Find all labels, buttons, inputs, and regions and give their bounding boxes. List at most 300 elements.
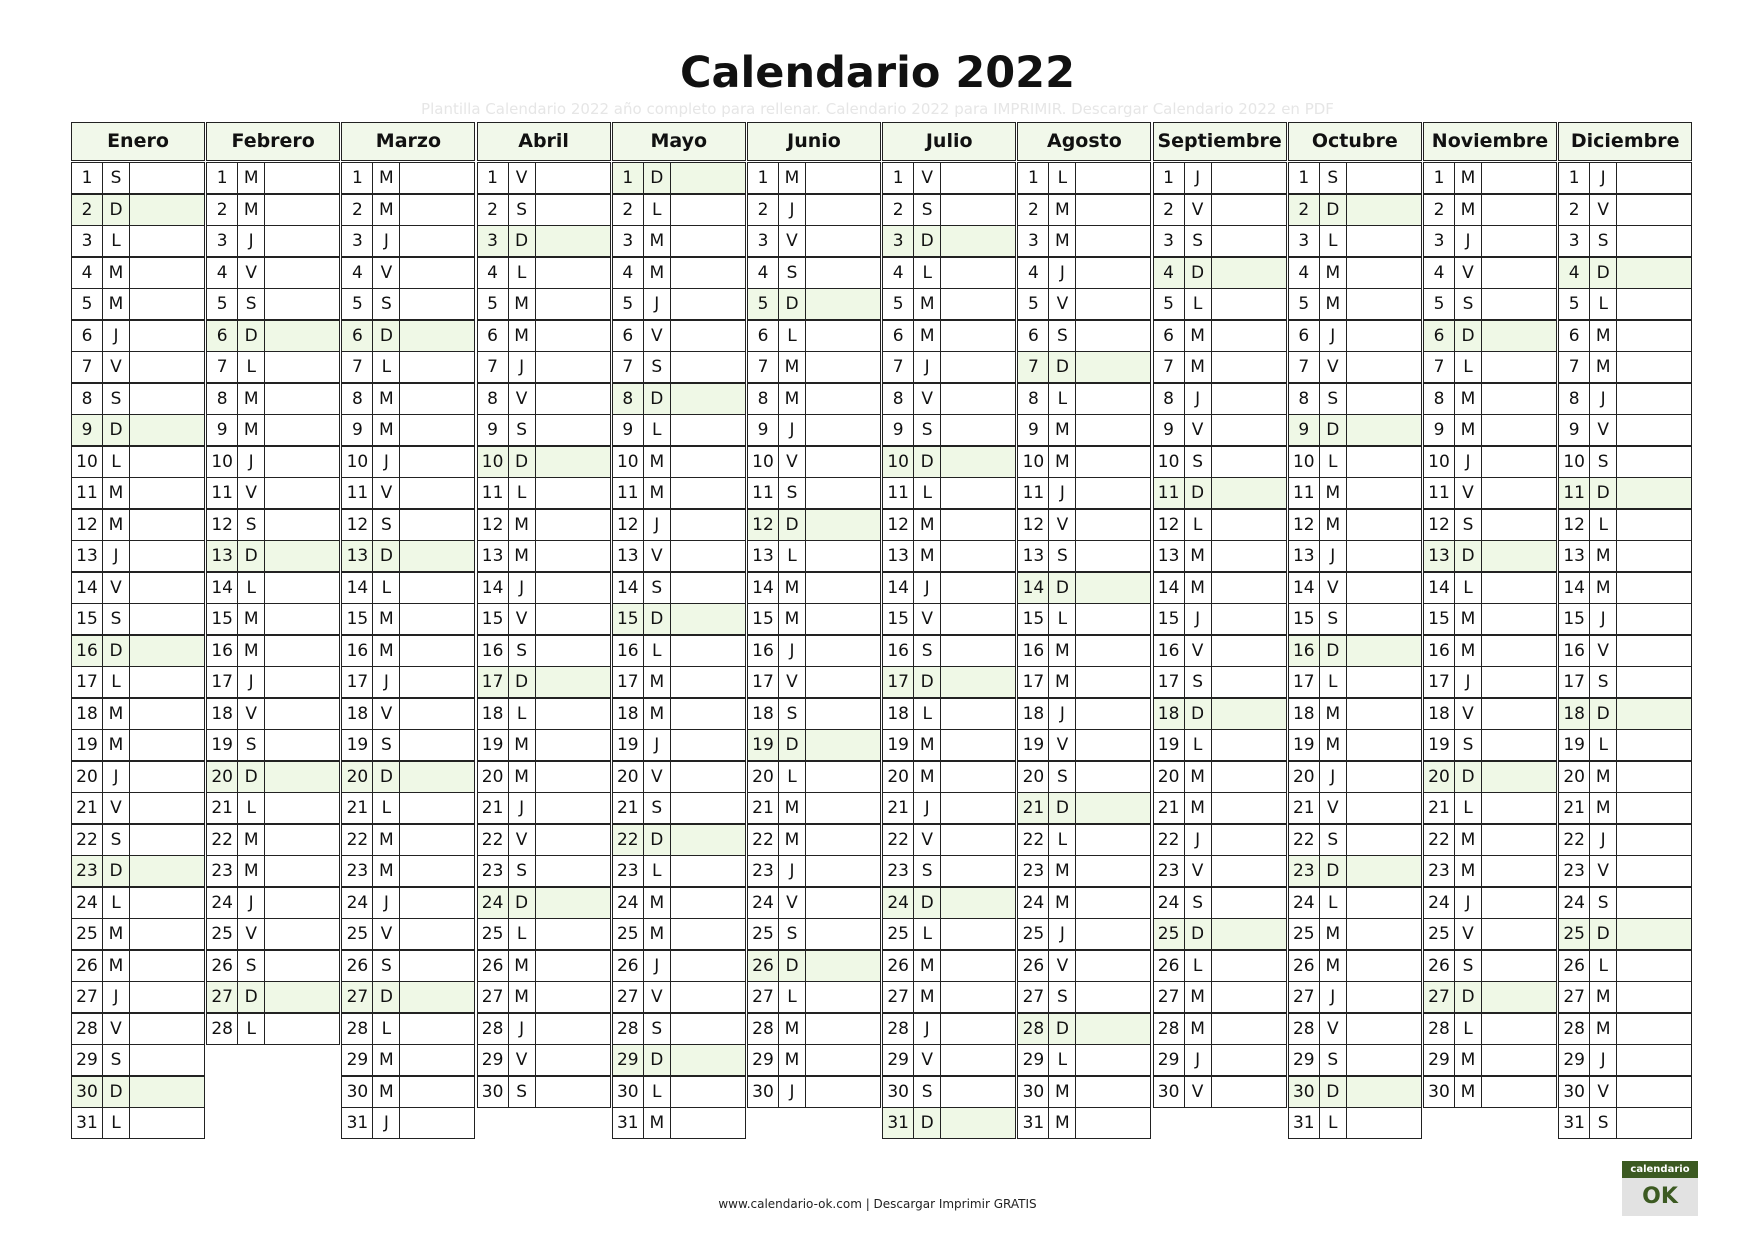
day-cell[interactable]	[1153, 918, 1287, 950]
day-cell[interactable]	[747, 257, 881, 289]
day-cell[interactable]	[747, 351, 881, 383]
day-cell[interactable]	[206, 383, 340, 415]
day-cell[interactable]	[1558, 950, 1692, 982]
day-cell[interactable]	[747, 603, 881, 635]
day-cell[interactable]	[1423, 162, 1557, 194]
day-cell[interactable]	[1153, 225, 1287, 257]
day-cell[interactable]	[477, 698, 611, 730]
day-cell[interactable]	[1423, 540, 1557, 572]
day-cell[interactable]	[206, 729, 340, 761]
day-cell[interactable]	[1153, 194, 1287, 226]
day-cell[interactable]	[477, 1013, 611, 1045]
day-cell[interactable]	[882, 824, 1016, 856]
day-cell[interactable]	[1423, 1076, 1557, 1108]
day-cell[interactable]	[341, 540, 475, 572]
day-cell[interactable]	[882, 698, 1016, 730]
day-cell[interactable]	[1558, 509, 1692, 541]
day-cell[interactable]	[612, 1076, 746, 1108]
day-cell[interactable]	[1558, 383, 1692, 415]
day-cell[interactable]	[882, 887, 1016, 919]
day-cell[interactable]	[747, 509, 881, 541]
day-cell[interactable]	[882, 855, 1016, 887]
day-cell[interactable]	[1423, 855, 1557, 887]
day-cell[interactable]	[206, 288, 340, 320]
day-cell[interactable]	[882, 635, 1016, 667]
day-cell[interactable]	[1558, 288, 1692, 320]
day-cell[interactable]	[612, 698, 746, 730]
day-cell[interactable]	[206, 414, 340, 446]
day-cell[interactable]	[1153, 1044, 1287, 1076]
day-cell[interactable]	[477, 887, 611, 919]
day-cell[interactable]	[747, 477, 881, 509]
day-cell[interactable]	[1423, 950, 1557, 982]
day-cell[interactable]	[1558, 162, 1692, 194]
day-cell[interactable]	[747, 1013, 881, 1045]
day-cell[interactable]	[612, 162, 746, 194]
day-cell[interactable]	[1423, 603, 1557, 635]
day-cell[interactable]	[71, 194, 205, 226]
day-cell[interactable]	[477, 666, 611, 698]
day-cell[interactable]	[341, 288, 475, 320]
day-cell[interactable]	[1017, 887, 1151, 919]
day-cell[interactable]	[882, 792, 1016, 824]
day-cell[interactable]	[1423, 477, 1557, 509]
day-cell[interactable]	[1423, 729, 1557, 761]
day-cell[interactable]	[71, 1044, 205, 1076]
day-cell[interactable]	[612, 824, 746, 856]
day-cell[interactable]	[1423, 698, 1557, 730]
day-cell[interactable]	[1153, 950, 1287, 982]
day-cell[interactable]	[1423, 225, 1557, 257]
day-cell[interactable]	[1017, 918, 1151, 950]
day-cell[interactable]	[1558, 824, 1692, 856]
day-cell[interactable]	[206, 540, 340, 572]
day-cell[interactable]	[71, 1076, 205, 1108]
day-cell[interactable]	[1288, 320, 1422, 352]
day-cell[interactable]	[1153, 603, 1287, 635]
day-cell[interactable]	[1558, 572, 1692, 604]
day-cell[interactable]	[747, 540, 881, 572]
day-cell[interactable]	[1288, 887, 1422, 919]
day-cell[interactable]	[1423, 194, 1557, 226]
day-cell[interactable]	[747, 1044, 881, 1076]
day-cell[interactable]	[1558, 792, 1692, 824]
day-cell[interactable]	[1153, 257, 1287, 289]
day-cell[interactable]	[477, 792, 611, 824]
day-cell[interactable]	[1288, 761, 1422, 793]
day-cell[interactable]	[71, 981, 205, 1013]
day-cell[interactable]	[71, 572, 205, 604]
day-cell[interactable]	[1288, 288, 1422, 320]
day-cell[interactable]	[1558, 729, 1692, 761]
day-cell[interactable]	[1017, 698, 1151, 730]
day-cell[interactable]	[341, 887, 475, 919]
day-cell[interactable]	[1423, 635, 1557, 667]
day-cell[interactable]	[206, 981, 340, 1013]
day-cell[interactable]	[1017, 414, 1151, 446]
day-cell[interactable]	[341, 824, 475, 856]
day-cell[interactable]	[747, 446, 881, 478]
day-cell[interactable]	[477, 351, 611, 383]
day-cell[interactable]	[1288, 477, 1422, 509]
day-cell[interactable]	[612, 1044, 746, 1076]
day-cell[interactable]	[1558, 666, 1692, 698]
day-cell[interactable]	[477, 635, 611, 667]
day-cell[interactable]	[612, 666, 746, 698]
day-cell[interactable]	[1288, 729, 1422, 761]
day-cell[interactable]	[206, 824, 340, 856]
day-cell[interactable]	[612, 729, 746, 761]
day-cell[interactable]	[1153, 666, 1287, 698]
day-cell[interactable]	[477, 572, 611, 604]
day-cell[interactable]	[747, 194, 881, 226]
day-cell[interactable]	[747, 950, 881, 982]
day-cell[interactable]	[1423, 383, 1557, 415]
day-cell[interactable]	[1017, 351, 1151, 383]
day-cell[interactable]	[71, 414, 205, 446]
day-cell[interactable]	[612, 383, 746, 415]
day-cell[interactable]	[612, 1013, 746, 1045]
day-cell[interactable]	[1017, 1013, 1151, 1045]
day-cell[interactable]	[612, 194, 746, 226]
day-cell[interactable]	[612, 257, 746, 289]
day-cell[interactable]	[1153, 572, 1287, 604]
day-cell[interactable]	[71, 257, 205, 289]
day-cell[interactable]	[71, 320, 205, 352]
day-cell[interactable]	[71, 950, 205, 982]
day-cell[interactable]	[1153, 635, 1287, 667]
day-cell[interactable]	[612, 572, 746, 604]
day-cell[interactable]	[1423, 414, 1557, 446]
day-cell[interactable]	[477, 162, 611, 194]
day-cell[interactable]	[1558, 257, 1692, 289]
day-cell[interactable]	[1017, 446, 1151, 478]
day-cell[interactable]	[1153, 477, 1287, 509]
day-cell[interactable]	[477, 194, 611, 226]
day-cell[interactable]	[206, 666, 340, 698]
day-cell[interactable]	[612, 540, 746, 572]
day-cell[interactable]	[206, 572, 340, 604]
day-cell[interactable]	[477, 950, 611, 982]
day-cell[interactable]	[1153, 761, 1287, 793]
day-cell[interactable]	[1558, 1044, 1692, 1076]
day-cell[interactable]	[477, 540, 611, 572]
day-cell[interactable]	[747, 288, 881, 320]
day-cell[interactable]	[341, 603, 475, 635]
day-cell[interactable]	[206, 635, 340, 667]
day-cell[interactable]	[477, 288, 611, 320]
day-cell[interactable]	[71, 635, 205, 667]
day-cell[interactable]	[612, 1107, 746, 1139]
day-cell[interactable]	[1558, 414, 1692, 446]
day-cell[interactable]	[1423, 320, 1557, 352]
day-cell[interactable]	[1153, 1013, 1287, 1045]
day-cell[interactable]	[1423, 792, 1557, 824]
day-cell[interactable]	[206, 1013, 340, 1045]
day-cell[interactable]	[71, 383, 205, 415]
day-cell[interactable]	[1288, 414, 1422, 446]
day-cell[interactable]	[747, 666, 881, 698]
day-cell[interactable]	[341, 729, 475, 761]
day-cell[interactable]	[71, 698, 205, 730]
day-cell[interactable]	[1423, 981, 1557, 1013]
day-cell[interactable]	[612, 446, 746, 478]
day-cell[interactable]	[1423, 666, 1557, 698]
day-cell[interactable]	[477, 761, 611, 793]
day-cell[interactable]	[1153, 162, 1287, 194]
day-cell[interactable]	[1288, 194, 1422, 226]
day-cell[interactable]	[71, 729, 205, 761]
day-cell[interactable]	[882, 729, 1016, 761]
day-cell[interactable]	[477, 477, 611, 509]
day-cell[interactable]	[1017, 1044, 1151, 1076]
day-cell[interactable]	[1558, 225, 1692, 257]
day-cell[interactable]	[341, 446, 475, 478]
day-cell[interactable]	[1558, 761, 1692, 793]
day-cell[interactable]	[612, 509, 746, 541]
day-cell[interactable]	[206, 698, 340, 730]
day-cell[interactable]	[1017, 1107, 1151, 1139]
day-cell[interactable]	[612, 918, 746, 950]
day-cell[interactable]	[1017, 225, 1151, 257]
day-cell[interactable]	[1558, 603, 1692, 635]
day-cell[interactable]	[1288, 981, 1422, 1013]
day-cell[interactable]	[882, 257, 1016, 289]
day-cell[interactable]	[1288, 635, 1422, 667]
day-cell[interactable]	[1153, 383, 1287, 415]
day-cell[interactable]	[747, 383, 881, 415]
day-cell[interactable]	[612, 761, 746, 793]
day-cell[interactable]	[1017, 540, 1151, 572]
day-cell[interactable]	[1288, 1013, 1422, 1045]
day-cell[interactable]	[477, 1076, 611, 1108]
day-cell[interactable]	[71, 288, 205, 320]
day-cell[interactable]	[1017, 383, 1151, 415]
day-cell[interactable]	[747, 698, 881, 730]
day-cell[interactable]	[1288, 162, 1422, 194]
day-cell[interactable]	[882, 414, 1016, 446]
day-cell[interactable]	[1017, 194, 1151, 226]
day-cell[interactable]	[612, 950, 746, 982]
day-cell[interactable]	[71, 792, 205, 824]
day-cell[interactable]	[341, 477, 475, 509]
day-cell[interactable]	[1017, 666, 1151, 698]
day-cell[interactable]	[206, 509, 340, 541]
day-cell[interactable]	[747, 824, 881, 856]
day-cell[interactable]	[1288, 824, 1422, 856]
day-cell[interactable]	[1153, 824, 1287, 856]
day-cell[interactable]	[747, 225, 881, 257]
day-cell[interactable]	[206, 950, 340, 982]
day-cell[interactable]	[1153, 887, 1287, 919]
day-cell[interactable]	[882, 1044, 1016, 1076]
day-cell[interactable]	[477, 414, 611, 446]
day-cell[interactable]	[477, 729, 611, 761]
day-cell[interactable]	[1017, 509, 1151, 541]
day-cell[interactable]	[341, 320, 475, 352]
day-cell[interactable]	[1288, 1107, 1422, 1139]
day-cell[interactable]	[206, 887, 340, 919]
day-cell[interactable]	[1153, 320, 1287, 352]
day-cell[interactable]	[747, 1076, 881, 1108]
day-cell[interactable]	[477, 225, 611, 257]
day-cell[interactable]	[1017, 477, 1151, 509]
day-cell[interactable]	[1017, 288, 1151, 320]
day-cell[interactable]	[882, 288, 1016, 320]
day-cell[interactable]	[1288, 1044, 1422, 1076]
day-cell[interactable]	[1558, 1013, 1692, 1045]
day-cell[interactable]	[1288, 603, 1422, 635]
day-cell[interactable]	[1558, 635, 1692, 667]
day-cell[interactable]	[71, 761, 205, 793]
day-cell[interactable]	[477, 446, 611, 478]
day-cell[interactable]	[882, 572, 1016, 604]
day-cell[interactable]	[1288, 666, 1422, 698]
day-cell[interactable]	[206, 918, 340, 950]
day-cell[interactable]	[1153, 288, 1287, 320]
day-cell[interactable]	[882, 1013, 1016, 1045]
day-cell[interactable]	[1153, 509, 1287, 541]
day-cell[interactable]	[341, 1076, 475, 1108]
day-cell[interactable]	[1558, 194, 1692, 226]
day-cell[interactable]	[341, 257, 475, 289]
day-cell[interactable]	[612, 477, 746, 509]
day-cell[interactable]	[882, 383, 1016, 415]
day-cell[interactable]	[1288, 918, 1422, 950]
day-cell[interactable]	[1153, 981, 1287, 1013]
day-cell[interactable]	[1017, 257, 1151, 289]
day-cell[interactable]	[71, 603, 205, 635]
day-cell[interactable]	[341, 509, 475, 541]
day-cell[interactable]	[612, 635, 746, 667]
day-cell[interactable]	[1017, 729, 1151, 761]
day-cell[interactable]	[882, 477, 1016, 509]
day-cell[interactable]	[341, 855, 475, 887]
day-cell[interactable]	[882, 162, 1016, 194]
day-cell[interactable]	[1288, 225, 1422, 257]
day-cell[interactable]	[1153, 446, 1287, 478]
day-cell[interactable]	[612, 792, 746, 824]
day-cell[interactable]	[1288, 855, 1422, 887]
day-cell[interactable]	[1558, 698, 1692, 730]
day-cell[interactable]	[71, 918, 205, 950]
day-cell[interactable]	[477, 603, 611, 635]
day-cell[interactable]	[71, 1013, 205, 1045]
day-cell[interactable]	[882, 981, 1016, 1013]
day-cell[interactable]	[71, 824, 205, 856]
day-cell[interactable]	[1558, 1107, 1692, 1139]
day-cell[interactable]	[882, 540, 1016, 572]
day-cell[interactable]	[747, 162, 881, 194]
day-cell[interactable]	[477, 855, 611, 887]
day-cell[interactable]	[1423, 509, 1557, 541]
day-cell[interactable]	[341, 666, 475, 698]
day-cell[interactable]	[71, 1107, 205, 1139]
day-cell[interactable]	[341, 698, 475, 730]
day-cell[interactable]	[341, 950, 475, 982]
day-cell[interactable]	[341, 1013, 475, 1045]
day-cell[interactable]	[1558, 320, 1692, 352]
day-cell[interactable]	[341, 414, 475, 446]
day-cell[interactable]	[1288, 509, 1422, 541]
day-cell[interactable]	[882, 950, 1016, 982]
day-cell[interactable]	[206, 477, 340, 509]
day-cell[interactable]	[612, 855, 746, 887]
day-cell[interactable]	[1558, 855, 1692, 887]
day-cell[interactable]	[1288, 446, 1422, 478]
day-cell[interactable]	[1558, 1076, 1692, 1108]
day-cell[interactable]	[882, 194, 1016, 226]
day-cell[interactable]	[1558, 981, 1692, 1013]
day-cell[interactable]	[206, 351, 340, 383]
day-cell[interactable]	[747, 855, 881, 887]
day-cell[interactable]	[206, 761, 340, 793]
day-cell[interactable]	[341, 383, 475, 415]
day-cell[interactable]	[477, 824, 611, 856]
day-cell[interactable]	[1288, 792, 1422, 824]
day-cell[interactable]	[1288, 257, 1422, 289]
day-cell[interactable]	[1153, 729, 1287, 761]
day-cell[interactable]	[71, 446, 205, 478]
day-cell[interactable]	[1017, 162, 1151, 194]
day-cell[interactable]	[1423, 824, 1557, 856]
day-cell[interactable]	[206, 792, 340, 824]
day-cell[interactable]	[341, 351, 475, 383]
day-cell[interactable]	[882, 446, 1016, 478]
day-cell[interactable]	[1558, 887, 1692, 919]
day-cell[interactable]	[1017, 981, 1151, 1013]
day-cell[interactable]	[1423, 572, 1557, 604]
day-cell[interactable]	[1153, 1076, 1287, 1108]
day-cell[interactable]	[341, 635, 475, 667]
day-cell[interactable]	[612, 225, 746, 257]
day-cell[interactable]	[747, 729, 881, 761]
day-cell[interactable]	[71, 666, 205, 698]
day-cell[interactable]	[612, 603, 746, 635]
day-cell[interactable]	[206, 225, 340, 257]
day-cell[interactable]	[1017, 855, 1151, 887]
day-cell[interactable]	[747, 918, 881, 950]
day-cell[interactable]	[882, 320, 1016, 352]
day-cell[interactable]	[882, 225, 1016, 257]
day-cell[interactable]	[747, 635, 881, 667]
day-cell[interactable]	[1017, 824, 1151, 856]
day-cell[interactable]	[206, 603, 340, 635]
day-cell[interactable]	[206, 194, 340, 226]
day-cell[interactable]	[1017, 950, 1151, 982]
day-cell[interactable]	[1288, 540, 1422, 572]
day-cell[interactable]	[1017, 792, 1151, 824]
day-cell[interactable]	[341, 792, 475, 824]
day-cell[interactable]	[1423, 918, 1557, 950]
day-cell[interactable]	[747, 761, 881, 793]
day-cell[interactable]	[341, 1044, 475, 1076]
day-cell[interactable]	[882, 1107, 1016, 1139]
day-cell[interactable]	[341, 194, 475, 226]
day-cell[interactable]	[882, 509, 1016, 541]
day-cell[interactable]	[1423, 761, 1557, 793]
day-cell[interactable]	[1017, 572, 1151, 604]
day-cell[interactable]	[1153, 540, 1287, 572]
day-cell[interactable]	[341, 761, 475, 793]
day-cell[interactable]	[206, 162, 340, 194]
day-cell[interactable]	[1017, 635, 1151, 667]
day-cell[interactable]	[747, 572, 881, 604]
day-cell[interactable]	[1017, 761, 1151, 793]
day-cell[interactable]	[1288, 572, 1422, 604]
day-cell[interactable]	[206, 855, 340, 887]
day-cell[interactable]	[206, 446, 340, 478]
